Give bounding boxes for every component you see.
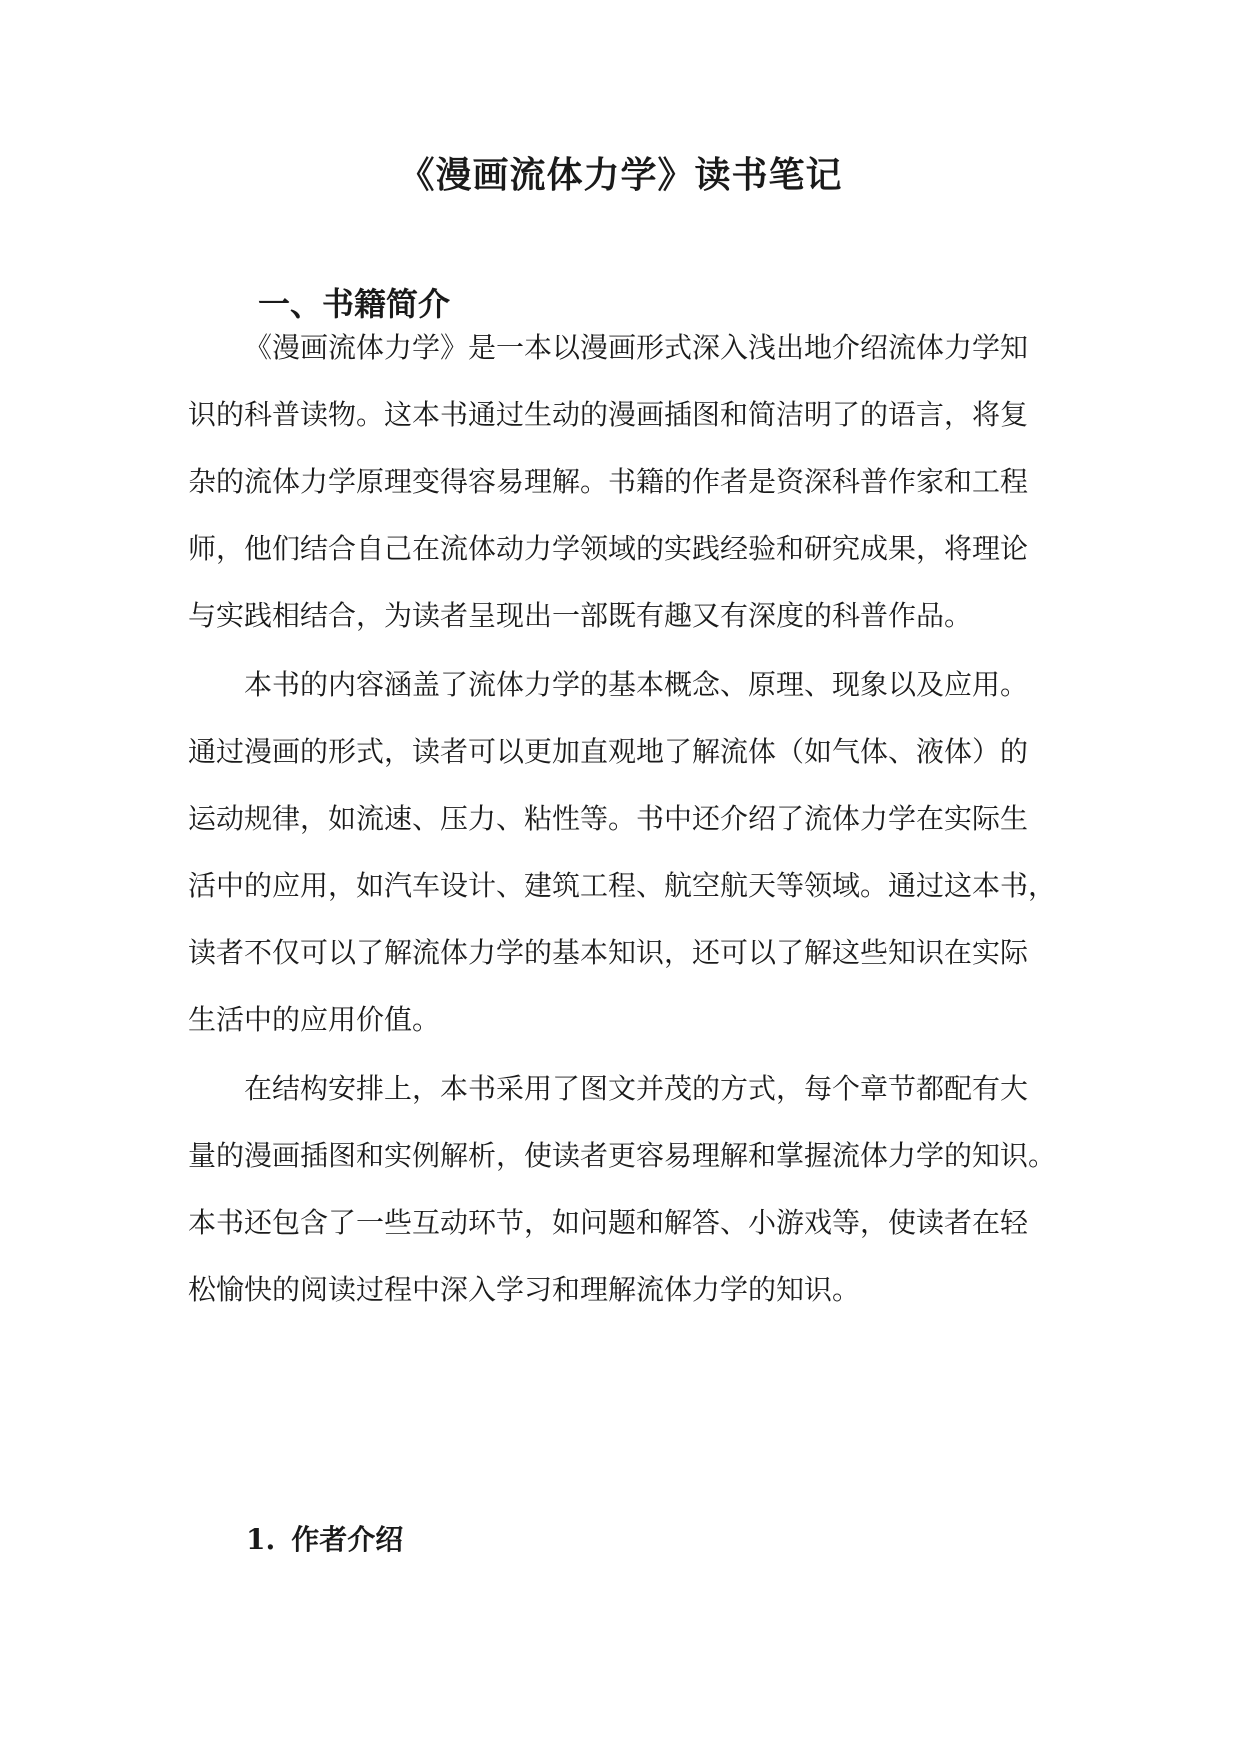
paragraph-line: 杂的流体力学原理变得容易理解。书籍的作者是资深科普作家和工程	[188, 465, 1029, 498]
paragraph-line: 在结构安排上，本书采用了图文并茂的方式，每个章节都配有大	[244, 1072, 1029, 1105]
subsection-title: 作者介绍	[291, 1523, 404, 1556]
paragraph-line: 量的漫画插图和实例解析，使读者更容易理解和掌握流体力学的知识。	[188, 1139, 1057, 1172]
paragraph-line: 与实践相结合，为读者呈现出一部既有趣又有深度的科普作品。	[188, 599, 973, 632]
subsection-heading-author	[246, 1520, 403, 1560]
paragraph-line: 识的科普读物。这本书通过生动的漫画插图和简洁明了的语言，将复	[188, 398, 1029, 431]
document-title: 《漫画流体力学》读书笔记	[398, 154, 843, 196]
paragraph-line: 运动规律，如流速、压力、粘性等。书中还介绍了流体力学在实际生	[188, 802, 1029, 835]
subsection-number: 1.	[246, 1523, 276, 1556]
paragraph-line: 松愉快的阅读过程中深入学习和理解流体力学的知识。	[188, 1273, 861, 1306]
paragraph-line: 读者不仅可以了解流体力学的基本知识，还可以了解这些知识在实际	[188, 936, 1029, 969]
paragraph-line: 活中的应用，如汽车设计、建筑工程、航空航天等领域。通过这本书，	[188, 869, 1057, 902]
paragraph-line: 《漫画流体力学》是一本以漫画形式深入浅出地介绍流体力学知	[244, 331, 1029, 364]
paragraph-line: 师，他们结合自己在流体动力学领域的实践经验和研究成果，将理论	[188, 532, 1029, 565]
paragraph-line: 生活中的应用价值。	[188, 1003, 441, 1036]
paragraph-line: 本书还包含了一些互动环节，如问题和解答、小游戏等，使读者在轻	[188, 1206, 1029, 1239]
paragraph-line: 通过漫画的形式，读者可以更加直观地了解流体（如气体、液体）的	[188, 735, 1029, 768]
paragraph-line: 本书的内容涵盖了流体力学的基本概念、原理、现象以及应用。	[244, 668, 1029, 701]
section-heading-book-intro: 一、书籍简介	[258, 285, 451, 323]
